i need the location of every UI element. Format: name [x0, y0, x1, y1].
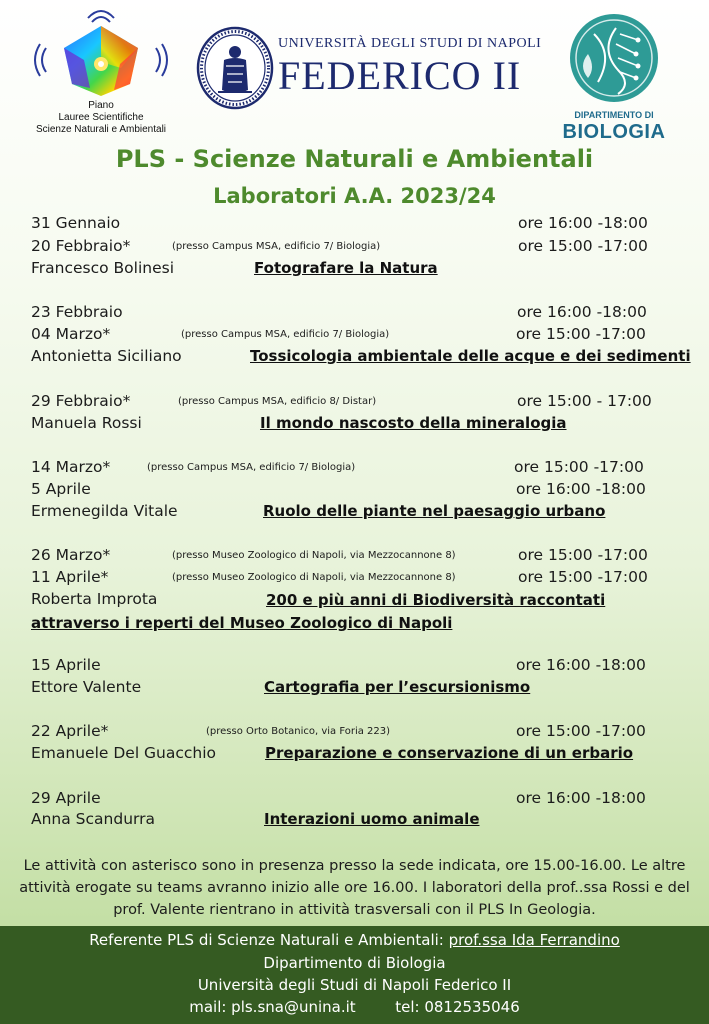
pls-logo-caption [26, 100, 176, 136]
biologia-dept-label: DIPARTIMENTO DI [574, 110, 654, 120]
lab-title: 200 e più anni di Biodiversità raccontati attraverso i reperti del Museo Zoologico di Napoli [31, 591, 606, 632]
lab-date: 29 Aprile [31, 789, 101, 807]
lab-location: (presso Campus MSA, edificio 7/ Biologia) [181, 329, 390, 340]
footer-tel: tel: 0812535046 [395, 998, 520, 1016]
lab-title: Ruolo delle piante nel paesaggio urbano [263, 502, 606, 520]
lab-title: Interazioni uomo animale [264, 810, 480, 828]
lab-location: (presso Campus MSA, edificio 7/ Biologia) [172, 241, 381, 252]
lab-time: ore 16:00 -18:00 [518, 214, 648, 232]
lab-time: ore 16:00 -18:00 [516, 480, 646, 498]
lab-date: 29 Febbraio* [31, 392, 131, 410]
lab-time: ore 15:00 - 17:00 [517, 392, 652, 410]
lab-location: (presso Museo Zoologico di Napoli, via Mezzocannone 8) [172, 572, 456, 583]
lab-date: 26 Marzo* [31, 546, 111, 564]
lab-location: (presso Campus MSA, edificio 8/ Distar) [178, 396, 377, 407]
lab-time: ore 16:00 -18:00 [516, 656, 646, 674]
unina-logo [196, 26, 542, 116]
lab-teacher: Anna Scandurra [31, 810, 155, 828]
lab-teacher: Roberta Improta [31, 590, 158, 608]
pls-caption-line1: Piano [88, 100, 114, 111]
pls-caption-line3: Scienze Naturali e Ambientali [35, 124, 167, 135]
footer-mail[interactable]: mail: pls.sna@unina.it [189, 998, 356, 1016]
lab-time: ore 15:00 -17:00 [518, 237, 648, 255]
dna-leaf-icon [558, 10, 670, 110]
lab-time: ore 15:00 -17:00 [516, 722, 646, 740]
lab-time: ore 15:00 -17:00 [516, 325, 646, 343]
lab-date: 11 Aprile* [31, 568, 109, 586]
lab-teacher: Francesco Bolinesi [31, 259, 175, 277]
lab-date: 5 Aprile [31, 480, 91, 498]
lab-time: ore 15:00 -17:00 [518, 568, 648, 586]
footer-university: Università degli Studi di Napoli Federico II [197, 976, 512, 994]
lab-date: 15 Aprile [31, 656, 101, 674]
lab-location: (presso Orto Botanico, via Foria 223) [206, 726, 391, 737]
lab-teacher: Ermenegilda Vitale [31, 502, 178, 520]
lab-date: 04 Marzo* [31, 325, 111, 343]
unina-small-text: UNIVERSITÀ DEGLI STUDI DI NAPOLI [278, 36, 542, 51]
lab-time: ore 15:00 -17:00 [518, 546, 648, 564]
lab-date: 31 Gennaio [31, 214, 121, 232]
lab-date: 22 Aprile* [31, 722, 109, 740]
footer-department: Dipartimento di Biologia [263, 954, 446, 972]
lab-date: 14 Marzo* [31, 458, 111, 476]
lab-date: 20 Febbraio* [31, 237, 131, 255]
lab-teacher: Emanuele Del Guacchio [31, 744, 217, 762]
lab-time: ore 16:00 -18:00 [516, 789, 646, 807]
unina-wordmark [278, 36, 541, 98]
footer-referente-line [0, 931, 709, 949]
unina-seal-icon [196, 26, 274, 110]
lab-title: Il mondo nascosto della mineralogia [260, 414, 567, 432]
biologia-name-label: BIOLOGIA [562, 121, 666, 143]
footer-referente-link[interactable]: prof.ssa Ida Ferrandino [448, 931, 620, 949]
biologia-logo [558, 10, 670, 143]
lab-title: Fotografare la Natura [254, 259, 438, 277]
pls-logo [26, 8, 176, 148]
lab-date: 23 Febbraio [31, 303, 123, 321]
pls-emblem-icon [26, 8, 176, 100]
lab-teacher: Antonietta Siciliano [31, 347, 182, 365]
footer-referente-label: Referente PLS di Scienze Naturali e Ambientali: [89, 931, 444, 949]
lab-title: Tossicologia ambientale delle acque e dei sedimenti [250, 347, 691, 365]
lab-time: ore 15:00 -17:00 [514, 458, 644, 476]
lab-location: (presso Campus MSA, edificio 7/ Biologia) [147, 462, 356, 473]
footer-contacts [0, 998, 709, 1016]
pls-caption-line2: Lauree Scientifiche [58, 112, 144, 123]
asterisk-note: Le attività con asterisco sono in presenza presso la sede indicata, ore 15.00-16.00. Le altre attività erogate su teams avranno inizio alle ore 16.00. I laboratori della prof..ssa Rossi e del prof. Valente rientrano in attività trasversali con il PLS In Geologia. [19, 858, 690, 918]
lab-time: ore 16:00 -18:00 [517, 303, 647, 321]
lab-title: Preparazione e conservazione di un erbario [265, 744, 634, 762]
lab-location: (presso Museo Zoologico di Napoli, via Mezzocannone 8) [172, 550, 456, 561]
lab-teacher: Ettore Valente [31, 678, 142, 696]
lab-title: Cartografia per l’escursionismo [264, 678, 531, 696]
page-subtitle: Laboratori A.A. 2023/24 [213, 184, 496, 208]
unina-big-text: FEDERICO II [278, 53, 522, 98]
lab-teacher: Manuela Rossi [31, 414, 142, 432]
page-title: PLS - Scienze Naturali e Ambientali [115, 145, 594, 173]
footer [0, 926, 709, 1024]
